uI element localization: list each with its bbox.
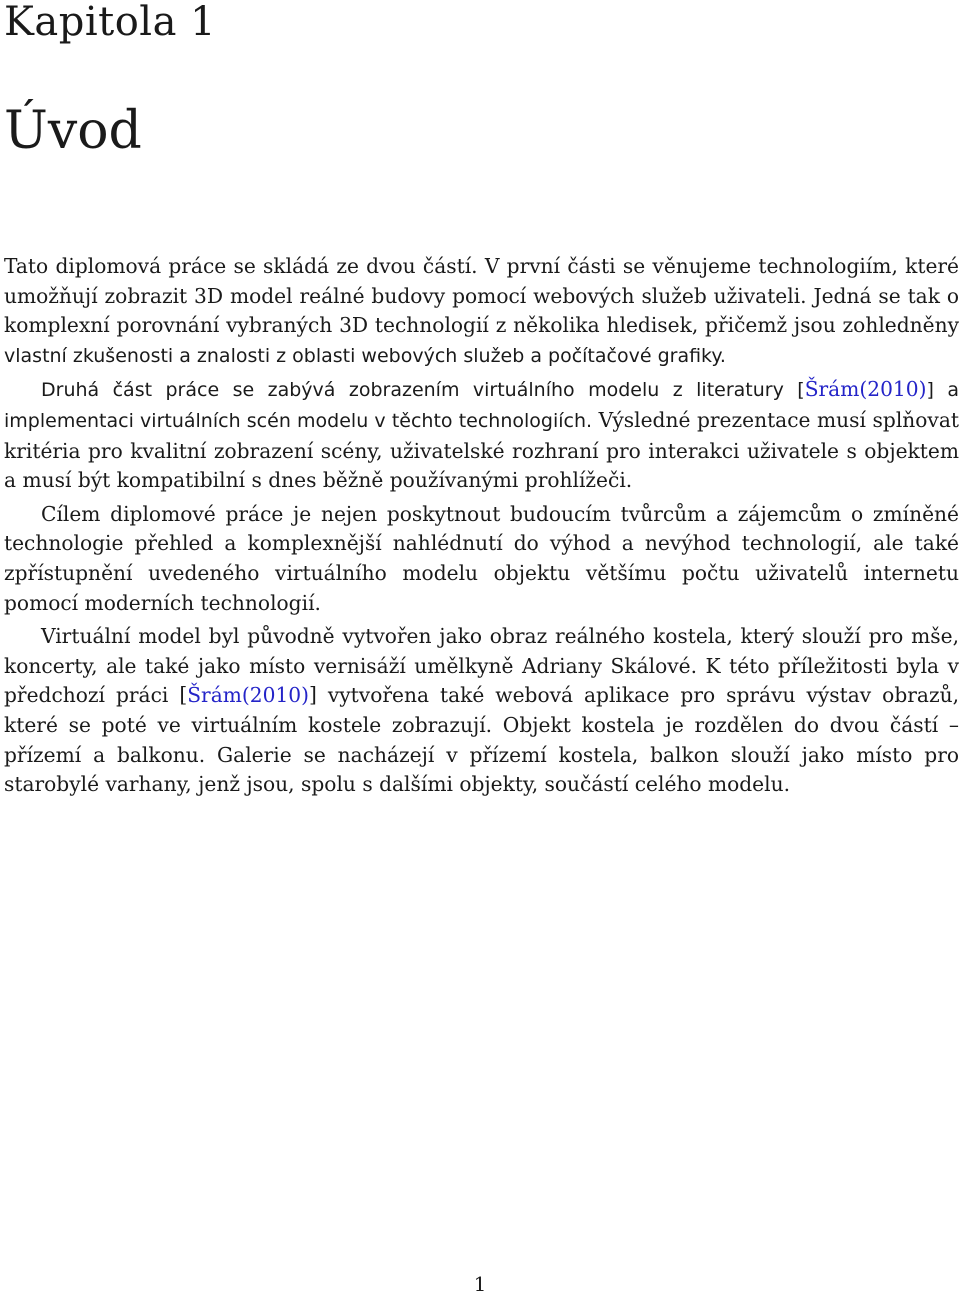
paragraph-virtual-model: [4, 622, 959, 800]
citation-link[interactable]: Šrám(2010): [804, 377, 927, 402]
paragraph-virtual-model-text-end: ] vytvořena také webová aplikace pro správu výstav obrazů, které se poté ve virtuálním kostele zobrazují. Objekt kostela je rozdělen do dvou částí – přízemí a balkonu. Galerie se nacházejí v přízemí kostela, balkon slouží jako místo pro starobylé varhany, jenž jsou, spolu s dalšími objekty, součástí celého modelu.: [4, 683, 959, 797]
paragraph-goal: Cílem diplomové práce je nejen poskytnout budoucím tvůrcům a zájemcům o zmíněné technologie přehled a komplexnější nahlédnutí do výhod a nevýhod technologií, ale také zpřístupnění uvedeného virtuálního modelu objektu většímu počtu uživatelů internetu pomocí moderních technologií.: [4, 501, 959, 615]
paragraph-intro-text: Tato diplomová práce se skládá ze dvou částí. V první části se věnujeme technologiím, které umožňují zobrazit 3D model reálné budovy pomocí webových služeb uživateli. Jedná se tak o komplexní porovnání vybraných 3D technologií z několika hledisek, přičemž jsou zohledněny: [4, 254, 959, 338]
paragraph-second-part-text-end: Výsledné prezentace musí splňovat kritéria pro kvalitní zobrazení scény, uživatelské rozhraní pro interakci uživatele s objektem a musí být kompatibilní s dnes běžně používanými prohlížeči.: [4, 407, 959, 493]
citation-link[interactable]: Šrám(2010): [187, 683, 310, 708]
paragraph-second-part-text-start: Druhá část práce se zabývá zobrazením virtuálního modelu z literatury [: [41, 379, 805, 402]
paragraph-virtual-model-text-start: Virtuální model byl původně vytvořen jako obraz reálného kostela, který slouží pro mše, koncerty, ale také jako místo vernisáží umělkyně Adriany Skálové. K této příležitosti byla v předchozí práci [: [4, 624, 959, 708]
page-number: 1: [473, 1272, 487, 1296]
chapter-label: Kapitola 1: [4, 0, 217, 45]
chapter-title: Úvod: [4, 101, 142, 161]
paragraph-second-part-text-mid: ] a implementaci virtuálních scén modelu v těchto technologiích.: [4, 379, 959, 432]
paragraph-second-part: [4, 375, 959, 495]
paragraph-intro-sans-text: vlastní zkušenosti a znalosti z oblasti webových služeb a počítačové grafiky.: [4, 344, 726, 367]
paragraph-intro: [4, 252, 959, 371]
chapter-body: [4, 252, 959, 804]
